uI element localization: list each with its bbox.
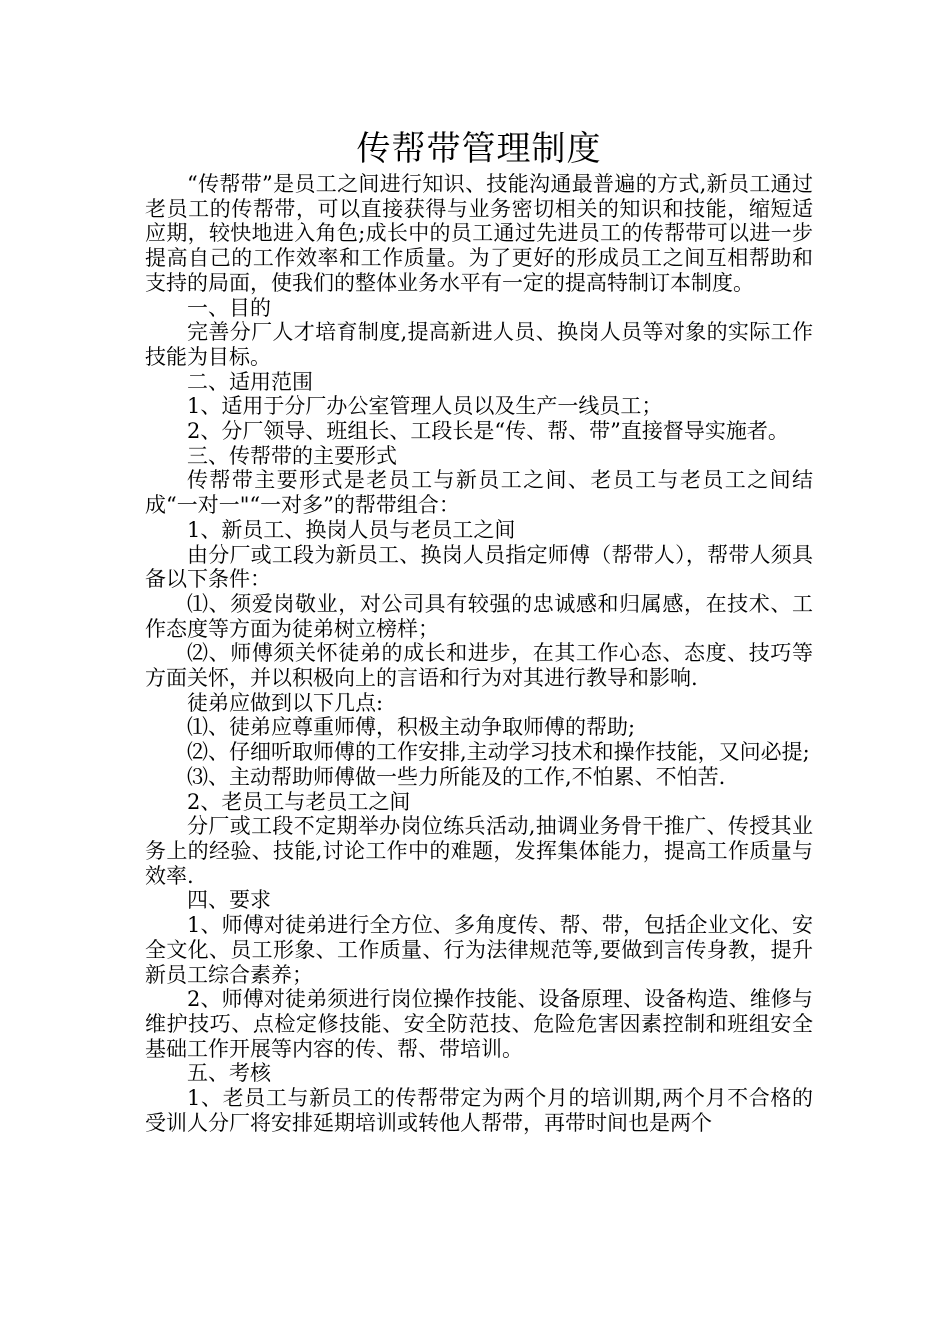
document-title: 传帮带管理制度 <box>356 129 602 169</box>
list-item: 1、老员工与新员工的传帮带定为两个月的培训期,两个月不合格的受训人分厂将安排延期培训或转他人帮带，再带时间也是两个 <box>145 1086 813 1135</box>
list-item: 1、师傅对徒弟进行全方位、多角度传、帮、带，包括企业文化、安全文化、员工形象、工作质量、行为法律规范等,要做到言传身教，提升新员工综合素养； <box>145 913 813 987</box>
section-heading-scope: 二、适用范围 <box>187 369 313 394</box>
list-item: ⑴、徒弟应尊重师傅，积极主动争取师傅的帮助; <box>187 715 636 740</box>
body-paragraph: 传帮带主要形式是老员工与新员工之间、老员工与老员工之间结成“一对一"“一对多”的帮带组合： <box>145 468 813 518</box>
list-item: ⑶、主动帮助师傅做一些力所能及的工作,不怕累、不怕苦. <box>187 764 726 789</box>
body-paragraph: 1、适用于分厂办公室管理人员以及生产一线员工； <box>187 394 663 419</box>
subsection-heading: 2、老员工与老员工之间 <box>187 789 411 814</box>
list-item: 2、师傅对徒弟须进行岗位操作技能、设备原理、设备构造、维修与维护技巧、点检定修技能、安全防范技、危险危害因素控制和班组安全基础工作开展等内容的传、帮、带培训。 <box>145 987 813 1061</box>
section-heading-requirements: 四、要求 <box>187 888 271 913</box>
section-heading-purpose: 一、目的 <box>187 295 271 320</box>
list-item: ⑴、须爱岗敬业，对公司具有较强的忠诚感和归属感，在技术、工作态度等方面为徒弟树立榜样； <box>145 591 813 641</box>
document-body <box>145 172 813 1135</box>
body-paragraph: 完善分厂人才培育制度,提高新进人员、换岗人员等对象的实际工作技能为目标。 <box>145 320 813 369</box>
body-paragraph: 由分厂或工段为新员工、换岗人员指定师傅（帮带人），帮带人须具备以下条件： <box>145 542 813 592</box>
list-item: ⑵、师傅须关怀徒弟的成长和进步，在其工作心态、态度、技巧等方面关怀，并以积极向上的言语和行为对其进行教导和影响. <box>145 641 813 691</box>
section-heading-forms: 三、传帮带的主要形式 <box>187 443 397 468</box>
list-item: ⑵、仔细听取师傅的工作安排,主动学习技术和操作技能，又问必提; <box>187 740 810 765</box>
section-heading-assessment: 五、考核 <box>187 1061 271 1086</box>
body-paragraph: 2、分厂领导、班组长、工段长是“传、帮、带”直接督导实施者。 <box>187 419 789 444</box>
body-paragraph: 徒弟应做到以下几点: <box>187 690 384 715</box>
subsection-heading: 1、新员工、换岗人员与老员工之间 <box>187 517 516 542</box>
document-page <box>145 126 813 1135</box>
intro-paragraph: “传帮带”是员工之间进行知识、技能沟通最普遍的方式,新员工通过老员工的传帮带，可以直接获得与业务密切相关的知识和技能，缩短适应期，较快地进入角色;成长中的员工通过先进员工的传帮带可以进一步提高自己的工作效率和工作质量。为了更好的形成员工之间互相帮助和支持的局面，使我们的整体业务水平有一定的提高特制订本制度。 <box>145 172 813 295</box>
body-paragraph: 分厂或工段不定期举办岗位练兵活动,抽调业务骨干推广、传授其业务上的经验、技能,讨论工作中的难题，发挥集体能力，提高工作质量与效率. <box>145 814 813 888</box>
